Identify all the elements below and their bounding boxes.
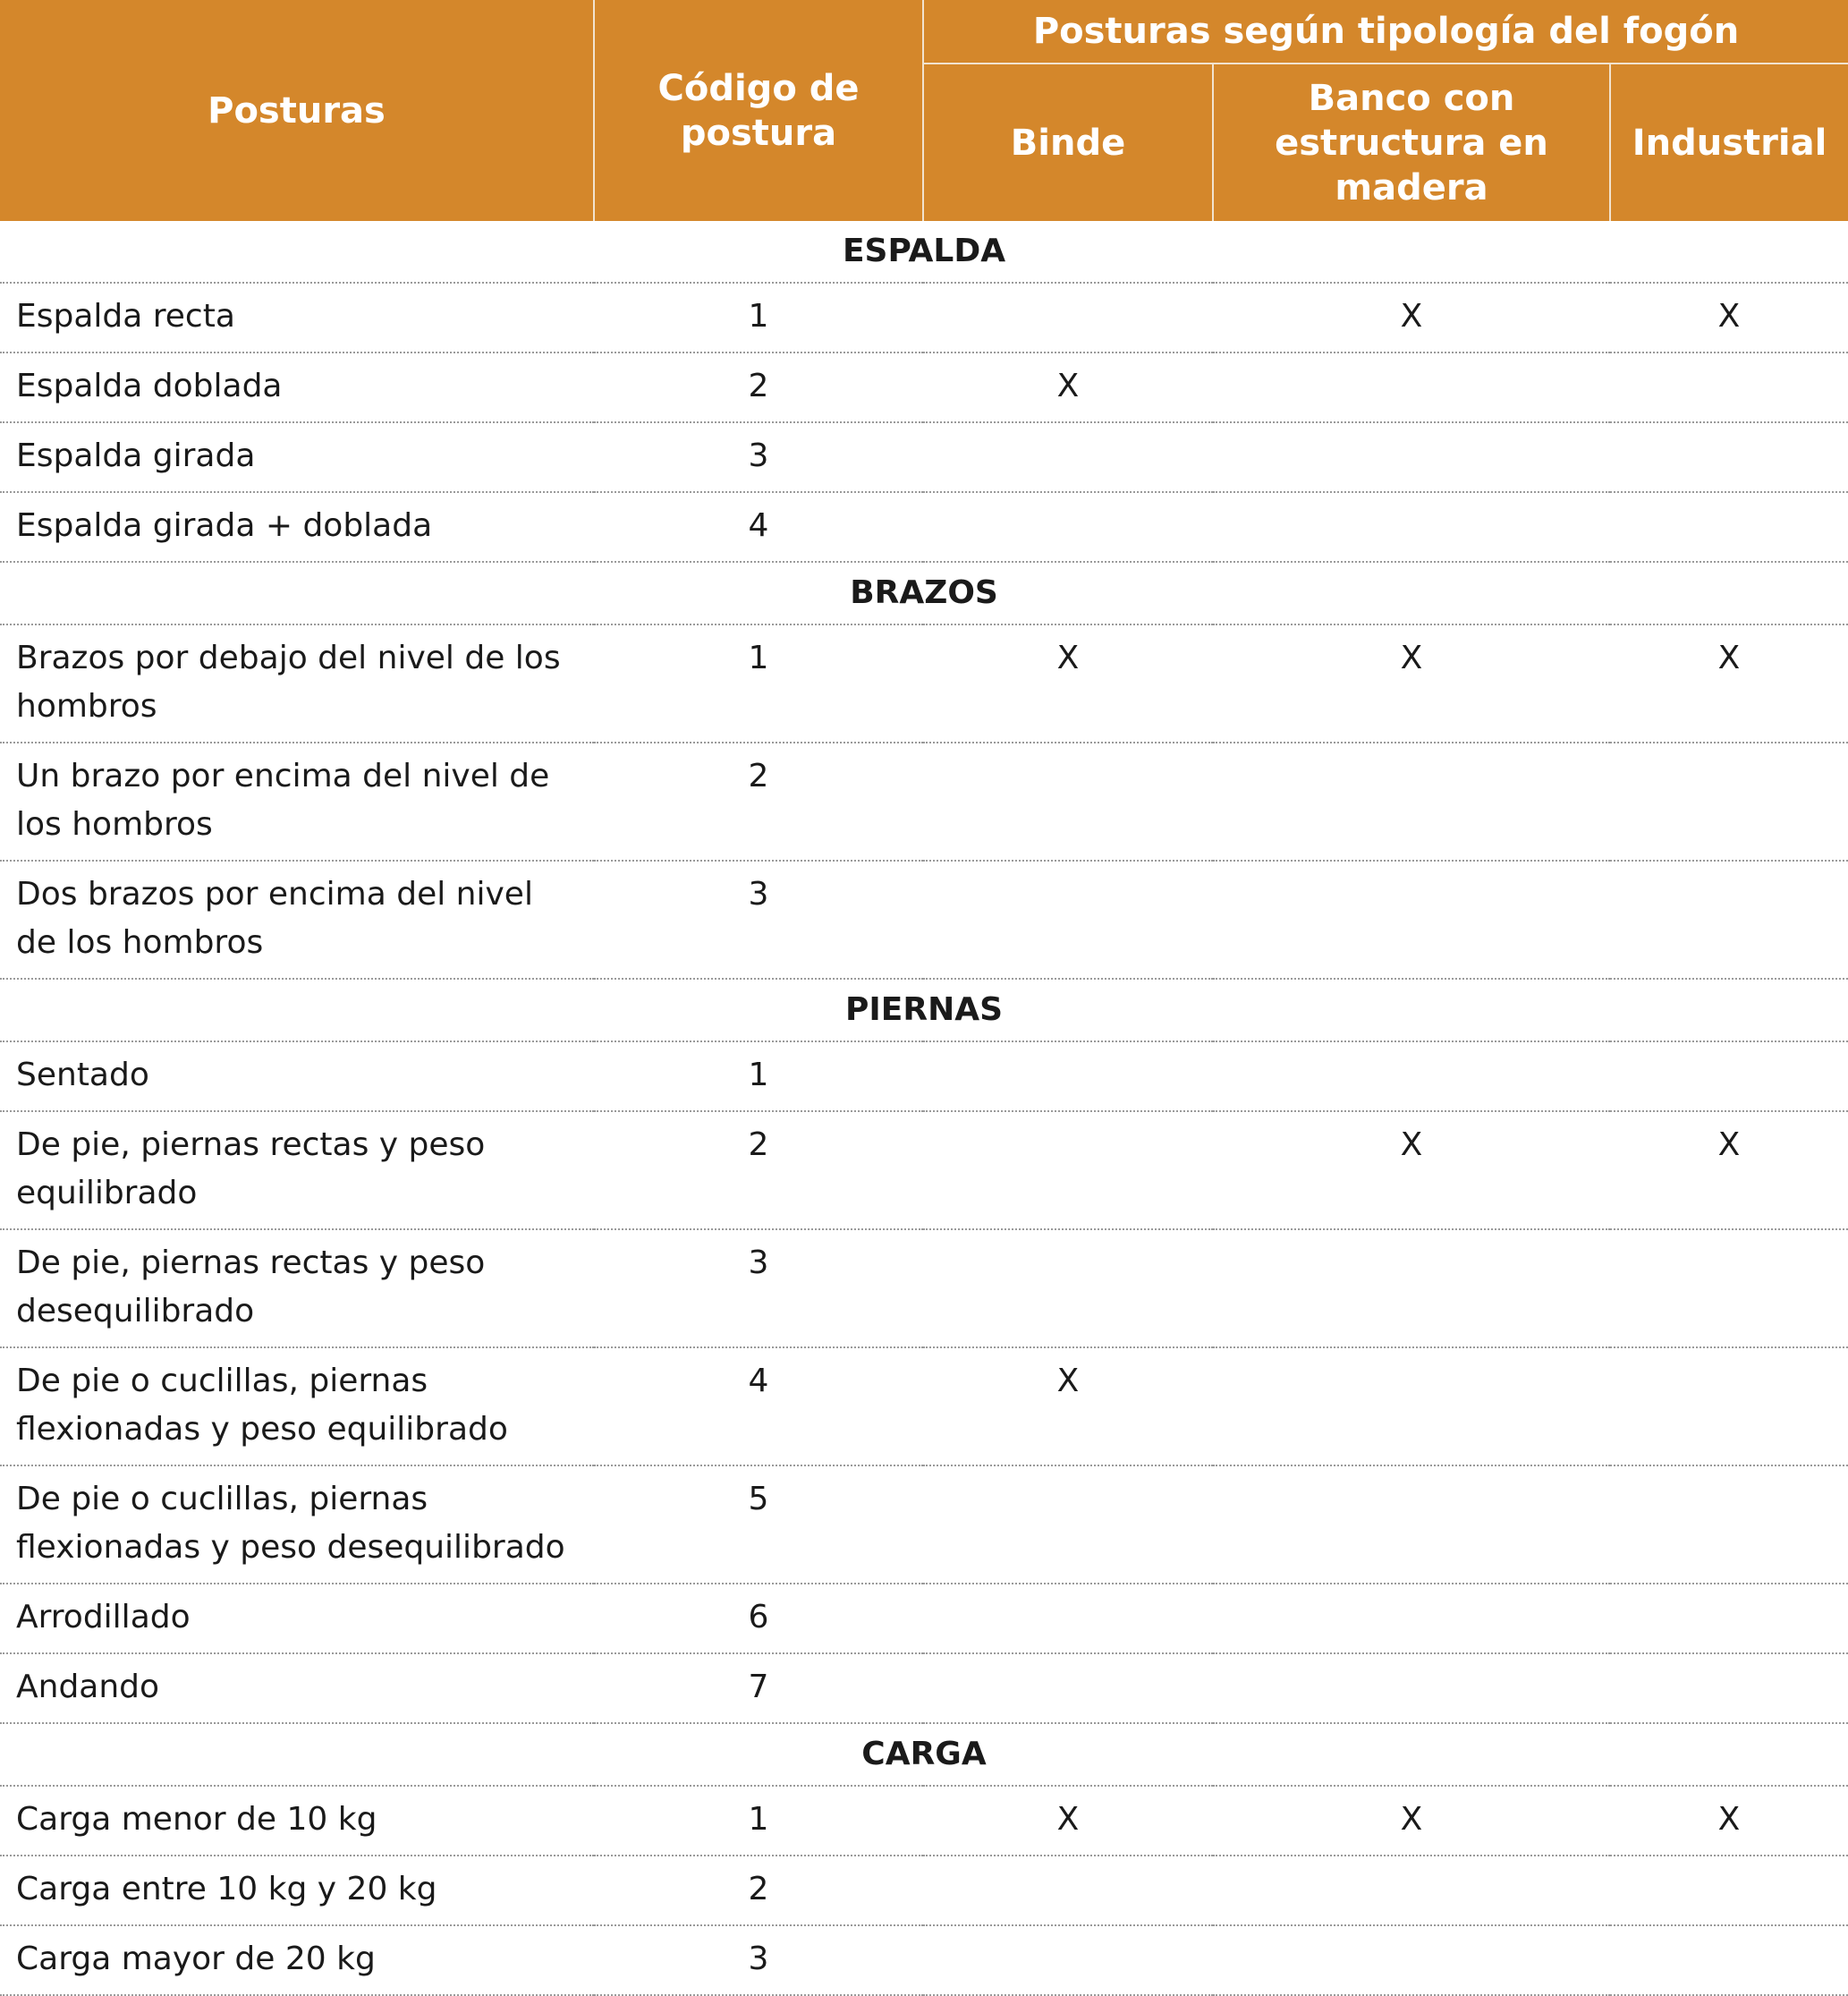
posture-code: 6: [594, 1584, 923, 1653]
cell-banco: [1213, 1465, 1610, 1584]
section-row: [0, 562, 1848, 624]
cell-binde: [923, 1856, 1213, 1925]
cell-banco: [1213, 1856, 1610, 1925]
cell-binde: X: [923, 1347, 1213, 1465]
posture-code: 2: [594, 1856, 923, 1925]
posture-label: Espalda girada + doblada: [0, 492, 594, 562]
table-row: [0, 1856, 1848, 1925]
cell-banco: X: [1213, 283, 1610, 352]
cell-industrial: X: [1610, 283, 1848, 352]
cell-industrial: [1610, 1465, 1848, 1584]
cell-industrial: X: [1610, 624, 1848, 743]
table-row: [0, 1229, 1848, 1347]
posture-code: 7: [594, 1653, 923, 1723]
posture-code: 4: [594, 492, 923, 562]
cell-industrial: [1610, 1856, 1848, 1925]
cell-binde: [923, 422, 1213, 492]
posture-label: De pie, piernas rectas y peso equilibrado: [0, 1111, 594, 1229]
cell-binde: [923, 283, 1213, 352]
posture-code: 3: [594, 422, 923, 492]
posture-label: Espalda doblada: [0, 352, 594, 422]
table-row: [0, 1465, 1848, 1584]
cell-binde: [923, 1041, 1213, 1111]
header-binde: Binde: [923, 64, 1213, 221]
posture-label: De pie, piernas rectas y peso desequilibrado: [0, 1229, 594, 1347]
header-code-line2: postura: [680, 112, 837, 154]
section-title: CARGA: [0, 1723, 1848, 1786]
cell-industrial: [1610, 743, 1848, 861]
cell-banco: X: [1213, 1111, 1610, 1229]
cell-banco: [1213, 1653, 1610, 1723]
cell-banco: [1213, 1229, 1610, 1347]
header-industrial: Industrial: [1610, 64, 1848, 221]
posture-code: 2: [594, 743, 923, 861]
header-banco: [1213, 64, 1610, 221]
table-row: [0, 1786, 1848, 1856]
posture-code: 1: [594, 624, 923, 743]
cell-industrial: [1610, 1229, 1848, 1347]
cell-industrial: [1610, 422, 1848, 492]
cell-banco: [1213, 1041, 1610, 1111]
section-title: ESPALDA: [0, 221, 1848, 283]
section-row: [0, 979, 1848, 1041]
table-row: [0, 624, 1848, 743]
cell-industrial: [1610, 1347, 1848, 1465]
table-row: [0, 1584, 1848, 1653]
cell-banco: [1213, 1584, 1610, 1653]
table-row: [0, 743, 1848, 861]
cell-binde: [923, 1465, 1213, 1584]
cell-banco: X: [1213, 1786, 1610, 1856]
posture-code: 1: [594, 1041, 923, 1111]
header-group: Posturas según tipología del fogón: [923, 0, 1848, 64]
table-row: [0, 861, 1848, 979]
posture-label: Sentado: [0, 1041, 594, 1111]
table-row: [0, 422, 1848, 492]
posture-label: Brazos por debajo del nivel de los hombros: [0, 624, 594, 743]
posture-label: Carga mayor de 20 kg: [0, 1925, 594, 1995]
posture-label: Espalda girada: [0, 422, 594, 492]
header-code-line1: Código de: [657, 67, 860, 109]
posture-label: Andando: [0, 1653, 594, 1723]
cell-banco: [1213, 422, 1610, 492]
posture-code: 1: [594, 1786, 923, 1856]
posture-label: Arrodillado: [0, 1584, 594, 1653]
header-banco-line3: madera: [1335, 166, 1488, 208]
table-row: [0, 352, 1848, 422]
cell-binde: [923, 1229, 1213, 1347]
posture-label: Dos brazos por encima del nivel de los hombros: [0, 861, 594, 979]
posture-label: Carga menor de 10 kg: [0, 1786, 594, 1856]
cell-binde: [923, 861, 1213, 979]
posture-label: Un brazo por encima del nivel de los hombros: [0, 743, 594, 861]
cell-banco: [1213, 1925, 1610, 1995]
posture-label: Espalda recta: [0, 283, 594, 352]
posture-code: 5: [594, 1465, 923, 1584]
section-title: BRAZOS: [0, 562, 1848, 624]
posture-code: 2: [594, 352, 923, 422]
posture-code: 2: [594, 1111, 923, 1229]
posture-code: 1: [594, 283, 923, 352]
table-row: [0, 283, 1848, 352]
table-row: [0, 1653, 1848, 1723]
cell-binde: [923, 492, 1213, 562]
cell-industrial: [1610, 1925, 1848, 1995]
header-banco-line1: Banco con: [1308, 77, 1515, 119]
cell-industrial: [1610, 492, 1848, 562]
cell-industrial: [1610, 1041, 1848, 1111]
cell-industrial: [1610, 1584, 1848, 1653]
cell-binde: X: [923, 1786, 1213, 1856]
table-row: [0, 1925, 1848, 1995]
cell-industrial: X: [1610, 1786, 1848, 1856]
cell-binde: [923, 1111, 1213, 1229]
table-header: [0, 0, 1848, 221]
cell-binde: X: [923, 624, 1213, 743]
table-row: [0, 1111, 1848, 1229]
table-row: [0, 492, 1848, 562]
cell-banco: [1213, 743, 1610, 861]
posture-label: De pie o cuclillas, piernas flexionadas y peso equilibrado: [0, 1347, 594, 1465]
section-title: PIERNAS: [0, 979, 1848, 1041]
table-row: [0, 1041, 1848, 1111]
cell-binde: X: [923, 352, 1213, 422]
posture-code: 3: [594, 1925, 923, 1995]
cell-industrial: [1610, 861, 1848, 979]
posture-label: Carga entre 10 kg y 20 kg: [0, 1856, 594, 1925]
cell-binde: [923, 1925, 1213, 1995]
posture-label: De pie o cuclillas, piernas flexionadas y peso desequilibrado: [0, 1465, 594, 1584]
cell-banco: [1213, 861, 1610, 979]
cell-industrial: [1610, 1653, 1848, 1723]
cell-industrial: X: [1610, 1111, 1848, 1229]
cell-binde: [923, 1653, 1213, 1723]
table-body: [0, 221, 1848, 1995]
cell-banco: [1213, 352, 1610, 422]
cell-binde: [923, 1584, 1213, 1653]
posture-code: 4: [594, 1347, 923, 1465]
cell-banco: [1213, 1347, 1610, 1465]
cell-industrial: [1610, 352, 1848, 422]
section-row: [0, 221, 1848, 283]
posture-code: 3: [594, 1229, 923, 1347]
cell-banco: [1213, 492, 1610, 562]
header-postures: Posturas: [0, 0, 594, 221]
posture-code: 3: [594, 861, 923, 979]
cell-banco: X: [1213, 624, 1610, 743]
table-row: [0, 1347, 1848, 1465]
section-row: [0, 1723, 1848, 1786]
header-banco-line2: estructura en: [1275, 122, 1548, 164]
header-code: [594, 0, 923, 221]
cell-binde: [923, 743, 1213, 861]
